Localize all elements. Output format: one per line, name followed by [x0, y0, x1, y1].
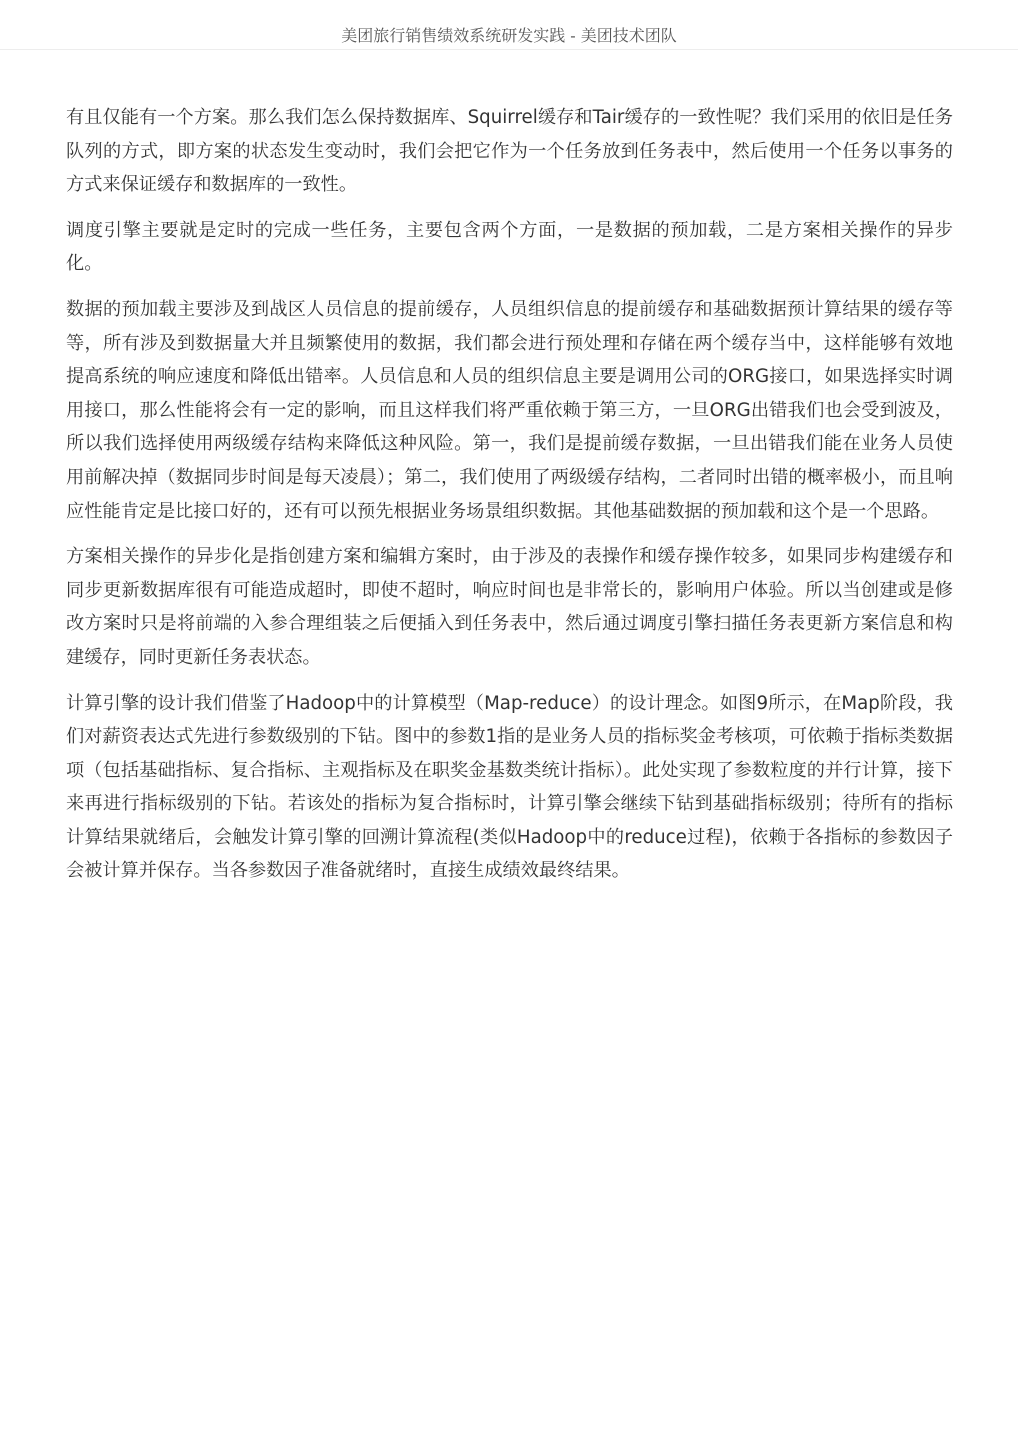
- article-paragraph: 方案相关操作的异步化是指创建方案和编辑方案时，由于涉及的表操作和缓存操作较多，如果同步构建缓存和同步更新数据库很有可能造成超时，即使不超时，响应时间也是非常长的，影响用户体验。所以当创建或是修改方案时只是将前端的入参合理组装之后便插入到任务表中，然后通过调度引擎扫描任务表更新方案信息和构建缓存，同时更新任务表状态。: [66, 546, 953, 668]
- article-paragraph: 计算引擎的设计我们借鉴了Hadoop中的计算模型（Map-reduce）的设计理念。如图9所示，在Map阶段，我们对薪资表达式先进行参数级别的下钻。图中的参数1指的是业务人员的指标奖金考核项，可依赖于指标类数据项（包括基础指标、复合指标、主观指标及在职奖金基数类统计指标）。此处实现了参数粒度的并行计算，接下来再进行指标级别的下钻。若该处的指标为复合指标时，计算引擎会继续下钻到基础指标级别；待所有的指标计算结果就绪后，会触发计算引擎的回溯计算流程(类似Hadoop中的reduce过程)，依赖于各指标的参数因子会被计算并保存。当各参数因子准备就绪时，直接生成绩效最终结果。: [66, 692, 953, 882]
- article-body: [66, 101, 953, 900]
- article-paragraph: 数据的预加载主要涉及到战区人员信息的提前缓存，人员组织信息的提前缓存和基础数据预计算结果的缓存等等，所有涉及到数据量大并且频繁使用的数据，我们都会进行预处理和存储在两个缓存当中，这样能够有效地提高系统的响应速度和降低出错率。人员信息和人员的组织信息主要是调用公司的ORG接口，如果选择实时调用接口，那么性能将会有一定的影响，而且这样我们将严重依赖于第三方，一旦ORG出错我们也会受到波及，所以我们选择使用两级缓存结构来降低这种风险。第一，我们是提前缓存数据，一旦出错我们能在业务人员使用前解决掉（数据同步时间是每天凌晨）；第二，我们使用了两级缓存结构，二者同时出错的概率极小，而且响应性能肯定是比接口好的，还有可以预先根据业务场景组织数据。其他基础数据的预加载和这个是一个思路。: [66, 298, 953, 522]
- article-paragraph: 调度引擎主要就是定时的完成一些任务，主要包含两个方面，一是数据的预加载，二是方案相关操作的异步化。: [66, 219, 953, 275]
- page-header: [0, 0, 1018, 50]
- page-title: 美团旅行销售绩效系统研发实践 - 美团技术团队: [341, 26, 677, 45]
- article-paragraph: 有且仅能有一个方案。那么我们怎么保持数据库、Squirrel缓存和Tair缓存的一致性呢？我们采用的依旧是任务队列的方式，即方案的状态发生变动时，我们会把它作为一个任务放到任务表中，然后使用一个任务以事务的方式来保证缓存和数据库的一致性。: [66, 107, 953, 196]
